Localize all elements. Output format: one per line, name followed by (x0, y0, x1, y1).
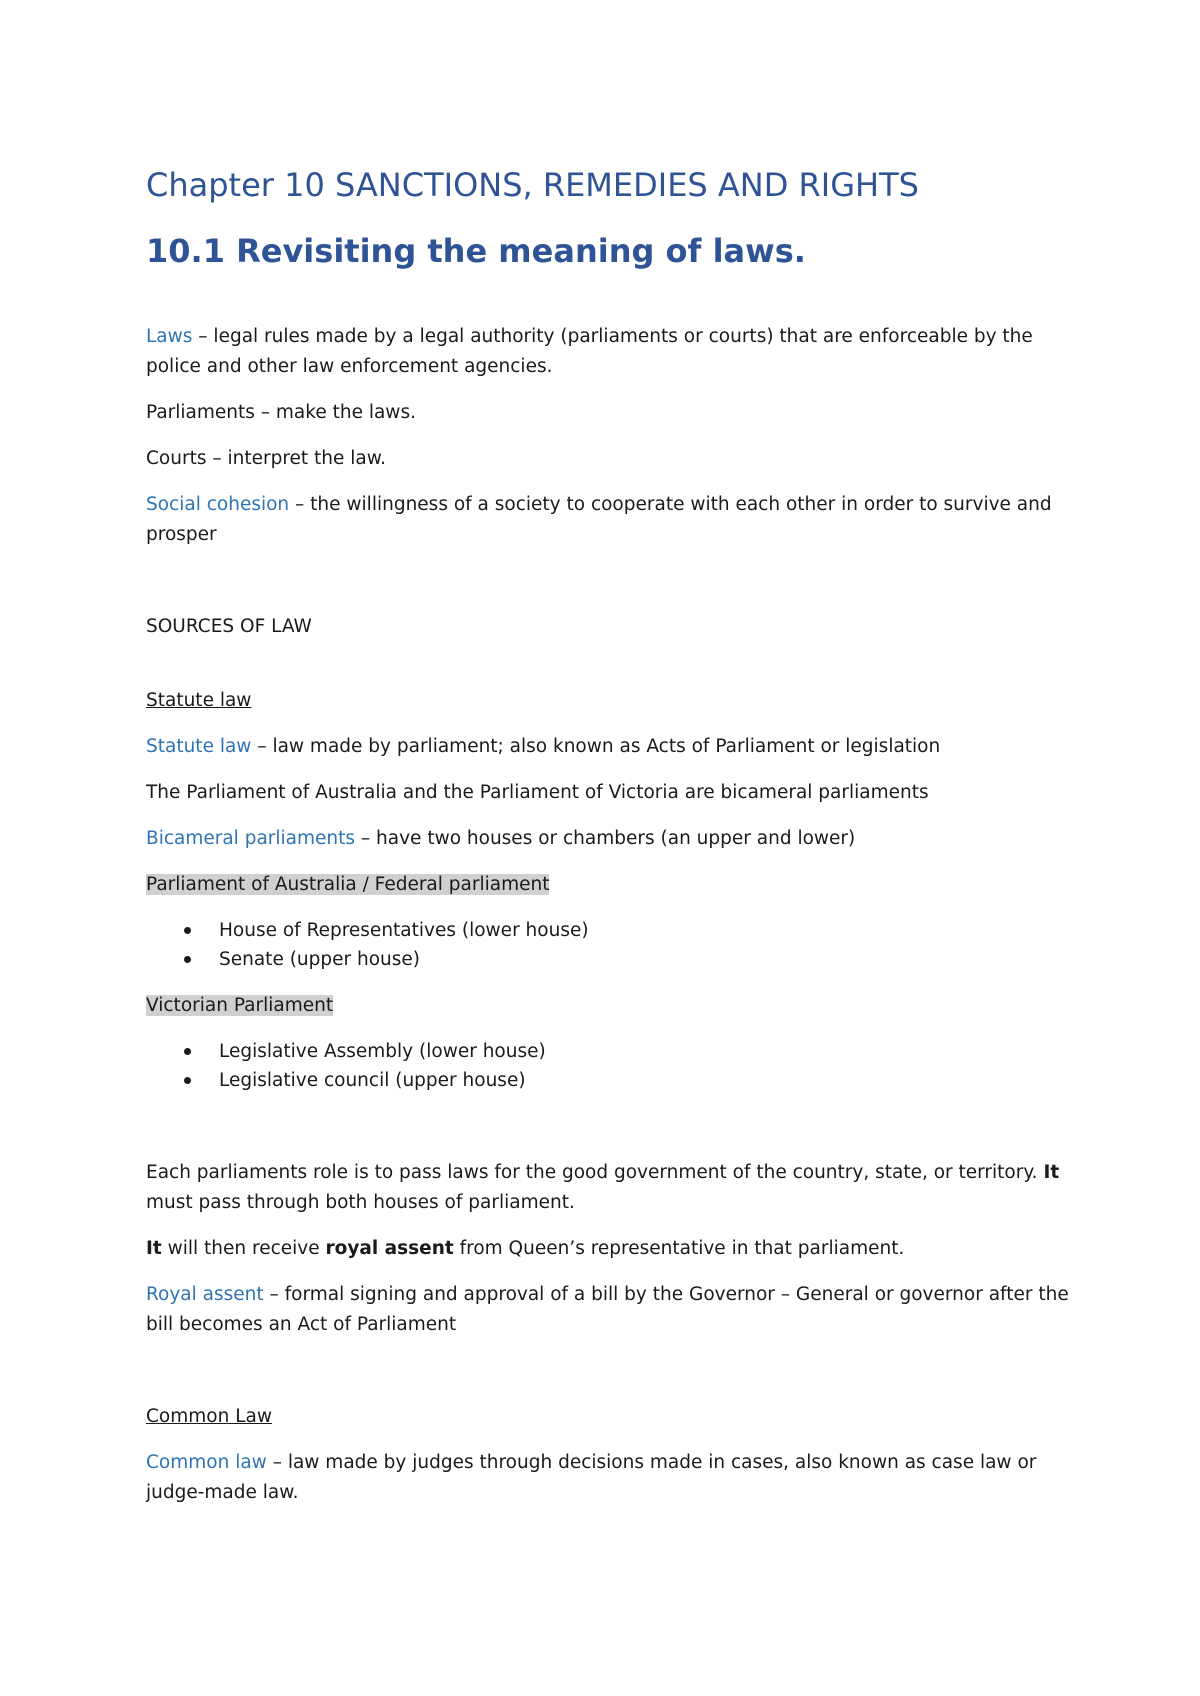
list-item (146, 945, 589, 974)
victorian-heading (146, 991, 1076, 1021)
statute-def-text: – law made by parliament; also known as Acts of Parliament or legislation (251, 736, 941, 757)
sources-heading: SOURCES OF LAW (146, 616, 312, 637)
list-item (146, 916, 589, 945)
term-laws: Laws (146, 326, 193, 347)
term-social-cohesion: Social cohesion (146, 494, 290, 515)
federal-heading-text: Parliament of Australia / Federal parliament (146, 874, 550, 895)
role-text: Each parliaments role is to pass laws for the good government of the country, state, or territory. (146, 1162, 1044, 1183)
list-item-text: House of Representatives (lower house) (219, 920, 589, 941)
courts-line: Courts – interpret the law. (146, 448, 387, 469)
royal-assent-def-text: – formal signing and approval of a bill by the Governor – General or governor after the bill becomes an Act of Parliament (146, 1284, 1069, 1335)
term-bicameral: Bicameral parliaments (146, 828, 356, 849)
bicameral-line: The Parliament of Australia and the Parliament of Victoria are bicameral parliaments (146, 782, 929, 803)
statute-definition (146, 732, 1076, 762)
role-paragraph (146, 1158, 1076, 1218)
list-item-text: Legislative council (upper house) (219, 1070, 526, 1091)
assent-text1: will then receive (161, 1238, 326, 1259)
common-law-definition (146, 1448, 1076, 1508)
common-heading-text: Common Law (146, 1406, 272, 1427)
victorian-heading-text: Victorian Parliament (146, 995, 334, 1016)
bicameral-def-text: – have two houses or chambers (an upper and lower) (355, 828, 856, 849)
role-rest: must pass through both houses of parliament. (146, 1192, 575, 1213)
victorian-list (146, 1037, 546, 1095)
chapter-title: Chapter 10 SANCTIONS, REMEDIES AND RIGHTS (146, 166, 919, 204)
list-item-text: Senate (upper house) (219, 949, 421, 970)
federal-heading (146, 870, 1076, 900)
role-bold: It (1043, 1162, 1060, 1183)
assent-paragraph (146, 1234, 1076, 1264)
laws-def-text: – legal rules made by a legal authority (parliaments or courts) that are enforceable by the police and other law enforcement agencies. (146, 326, 1033, 377)
assent-text2: from Queen’s representative in that parliament. (453, 1238, 905, 1259)
statute-heading (146, 686, 1076, 716)
bullet-icon (184, 927, 191, 934)
list-item-text: Legislative Assembly (lower house) (219, 1041, 546, 1062)
federal-list (146, 916, 589, 974)
bullet-icon (184, 1077, 191, 1084)
list-item (146, 1066, 546, 1095)
common-law-def-text: – law made by judges through decisions made in cases, also known as case law or judge-made law. (146, 1452, 1037, 1503)
assent-bold-it: It (146, 1238, 162, 1259)
royal-assent-definition (146, 1280, 1076, 1340)
term-common-law: Common law (146, 1452, 267, 1473)
assent-bold-royal: royal assent (325, 1238, 454, 1259)
social-cohesion-definition (146, 490, 1076, 550)
list-item (146, 1037, 546, 1066)
common-heading (146, 1402, 1076, 1432)
social-cohesion-def-text: – the willingness of a society to cooperate with each other in order to survive and prosper (146, 494, 1052, 545)
laws-definition (146, 322, 1076, 382)
term-statute-law: Statute law (146, 736, 252, 757)
statute-heading-text: Statute law (146, 690, 252, 711)
bullet-icon (184, 956, 191, 963)
bicameral-definition (146, 824, 1076, 854)
bullet-icon (184, 1048, 191, 1055)
parliaments-line: Parliaments – make the laws. (146, 402, 416, 423)
term-royal-assent: Royal assent (146, 1284, 264, 1305)
section-title: 10.1 Revisiting the meaning of laws. (146, 232, 806, 270)
